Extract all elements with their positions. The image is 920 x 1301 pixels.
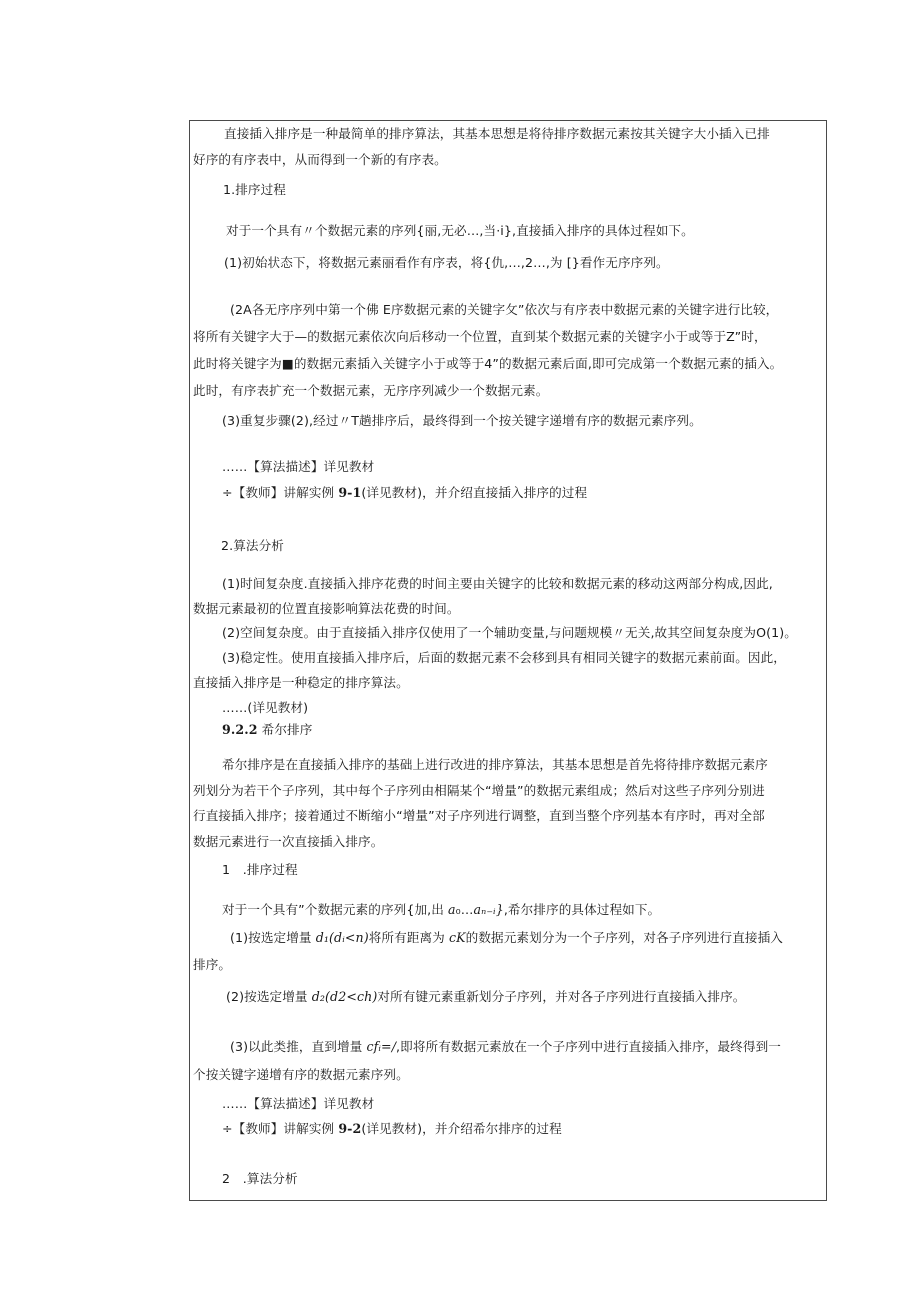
intro-line: 数据元素进行一次直接插入排序。 (193, 834, 384, 849)
section-title: 希尔排序 (257, 722, 313, 737)
space-complexity: (2)空间复杂度。由于直接插入排序仅使用了一个辅助变量,与问题规模〃无关,故其空间复杂度为O(1)。 (222, 625, 797, 640)
see-textbook: ……(详见教材) (222, 700, 309, 715)
intro-line: 好序的有序表中，从而得到一个新的有序表。 (193, 152, 447, 167)
step-2-line: 此时将关键字为■的数据元素插入关键字小于或等于4”的数据元素后面,即可完成第一个数据元素的插入。 (193, 356, 783, 371)
process-text: 对于一个具有”个数据元素的序列{加,出 (222, 902, 449, 917)
math-sub: ₀… (455, 902, 474, 917)
intro-line: 直接插入排序是一种最简单的排序算法，其基本思想是将待排序数据元素按其关键字大小插入已排 (224, 126, 770, 141)
math-var: cfᵢ=/ (366, 1039, 397, 1054)
step-text: ,即将所有数据元素放在一个子序列中进行直接插入排序，最终得到一 (396, 1039, 781, 1054)
step-text: (3)以此类推，直到增量 (230, 1039, 367, 1054)
step-1: (1)初始状态下，将数据元素丽看作有序表，将{仇,…,2…,为 [}看作无序序列。 (224, 255, 669, 270)
section-heading (222, 722, 312, 738)
math-var: a (448, 902, 456, 917)
step-2-line: 此时，有序表扩充一个数据元素，无序序列减少一个数据元素。 (193, 383, 549, 398)
subheading-process: 1 .排序过程 (222, 862, 298, 877)
intro-line: 希尔排序是在直接插入排序的基础上进行改进的排序算法，其基本思想是首先将待排序数据元素序 (222, 757, 768, 772)
algorithm-description: ……【算法描述】详见教材 (222, 1096, 375, 1111)
stability-line: 直接插入排序是一种稳定的排序算法。 (193, 675, 409, 690)
teacher-note (222, 485, 587, 501)
intro-line: 列划分为若干个子序列，其中每个子序列由相隔某个“增量”的数据元素组成；然后对这些子序列分别进 (193, 783, 765, 798)
step-text: (2)按选定增量 (226, 989, 312, 1004)
math-var: d₁(dᵢ<n) (315, 930, 369, 945)
math-var: cK (448, 930, 466, 945)
process-intro: 对于一个具有〃个数据元素的序列{丽,无必…,当·i},直接插入排序的具体过程如下。 (226, 223, 694, 238)
process-text: ,希尔排序的具体过程如下。 (503, 902, 661, 917)
step-text: 将所有距离为 (368, 930, 449, 945)
step-2-line: 将所有关键字大于—的数据元素依次向后移动一个位置，直到某个数据元素的关键字小于或等于Z”时， (193, 329, 767, 344)
teacher-note-prefix: ÷【教师】讲解实例 (222, 1121, 339, 1136)
step-1-line: 排序。 (193, 957, 232, 972)
process-intro (222, 902, 660, 918)
step-text: 的数据元素划分为一个子序列，对各子序列进行直接插入 (465, 930, 783, 945)
subheading-analysis: 2.算法分析 (221, 538, 284, 553)
step-1-line (230, 930, 783, 946)
intro-line: 行直接插入排序；接着通过不断缩小“增量”对子序列进行调整，直到当整个序列基本有序时，再对全部 (193, 808, 765, 823)
algorithm-description: ……【算法描述】详见教材 (222, 459, 375, 474)
math-var: a (473, 902, 482, 917)
example-number: 9-1 (338, 485, 362, 500)
step-2-line: (2A各无序序列中第一个佛 E序数据元素的关键字攵”依次与有序表中数据元素的关键字进行比较， (230, 302, 779, 317)
math-sub: ₙ₋ᵢ} (481, 902, 504, 917)
subheading-analysis: 2 .算法分析 (222, 1171, 298, 1186)
stability-line: (3)稳定性。使用直接插入排序后，后面的数据元素不会移到具有相同关键字的数据元素前面。因此， (222, 650, 786, 665)
teacher-note (222, 1121, 562, 1137)
step-text: (1)按选定增量 (230, 930, 316, 945)
step-3-line (230, 1039, 781, 1055)
teacher-note-suffix: (详见教材)，并介绍希尔排序的过程 (361, 1121, 562, 1136)
step-3: (3)重复步骤(2),经过〃T趟排序后，最终得到一个按关键字递增有序的数据元素序列。 (222, 413, 702, 428)
time-complexity-line: 数据元素最初的位置直接影响算法花费的时间。 (193, 601, 460, 616)
teacher-note-suffix: (详见教材)，并介绍直接插入排序的过程 (361, 485, 588, 500)
time-complexity-line: (1)时间复杂度.直接插入排序花费的时间主要由关键字的比较和数据元素的移动这两部分构成,因此, (222, 576, 773, 591)
math-var: d₂(d2<ch) (311, 989, 378, 1004)
step-2 (226, 989, 745, 1005)
step-text: 对所有键元素重新划分子序列，并对各子序列进行直接插入排序。 (377, 989, 746, 1004)
example-number: 9-2 (338, 1121, 362, 1136)
section-number: 9.2.2 (222, 722, 258, 737)
teacher-note-prefix: ÷【教师】讲解实例 (222, 485, 339, 500)
subheading-process: 1.排序过程 (223, 182, 286, 197)
step-3-line: 个按关键字递增有序的数据元素序列。 (193, 1067, 409, 1082)
